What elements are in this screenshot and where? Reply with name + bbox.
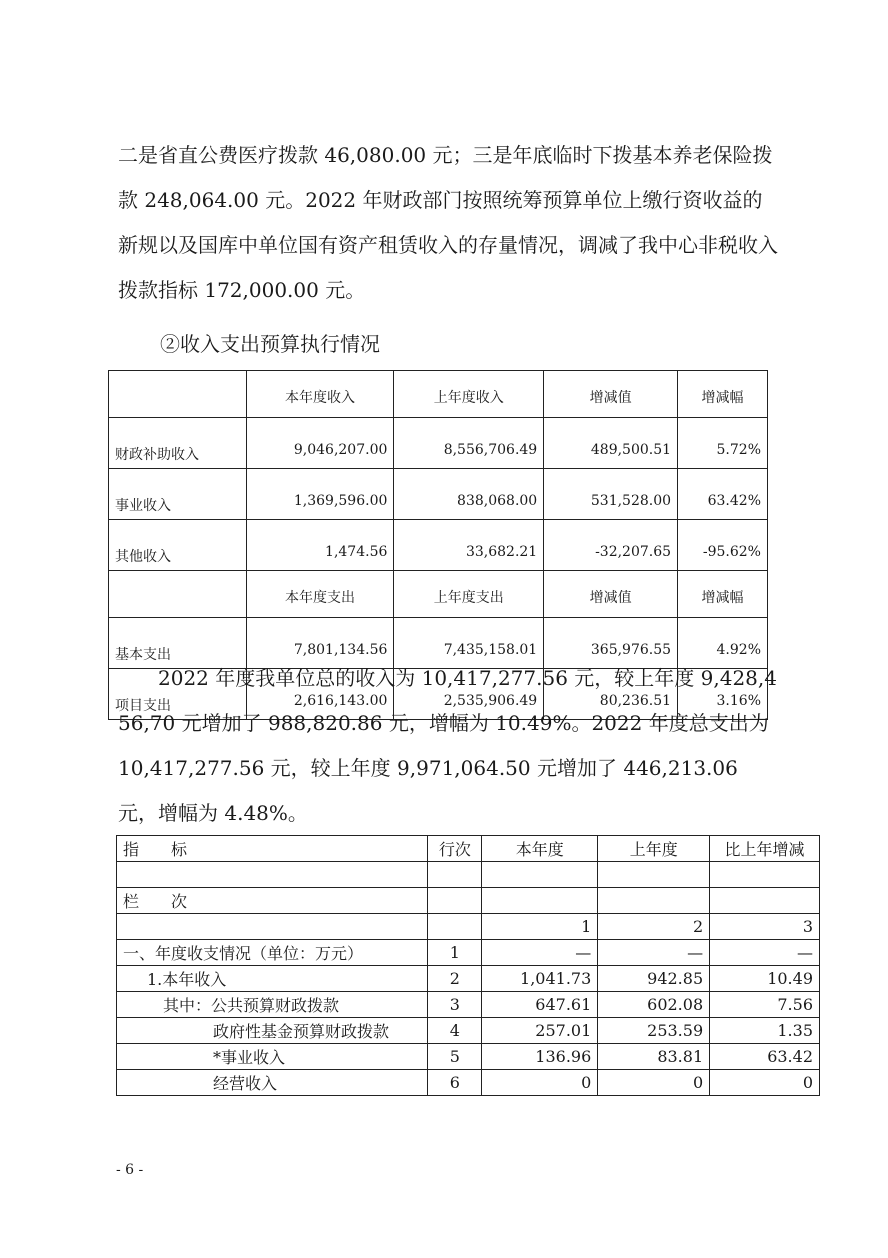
table-row: 一、年度收支情况（单位：万元） 1 — — — <box>117 940 820 966</box>
row-label: 财政补助收入 <box>109 418 247 469</box>
row-label: 其他收入 <box>109 520 247 571</box>
page-number: - 6 - <box>116 1162 144 1178</box>
table-row: 财政补助收入 9,046,207.00 8,556,706.49 489,500.51 5.72% <box>109 418 768 469</box>
row-label: 项目支出 <box>109 669 247 720</box>
table-row: 项目支出 2,616,143.00 2,535,906.49 80,236.51 3.16% <box>109 669 768 720</box>
row-label: 1.本年收入 <box>117 966 428 992</box>
paragraph-intro: 二是省直公费医疗拨款 46,080.00 元；三是年底临时下拨基本养老保险拨款 248,064.00 元。2022 年财政部门按照统筹预算单位上缴行资收益的新规以及国库中单位国有资产租赁收入的存量情况，调减了我中心非税收入拨款指标 172,000.00 元。 <box>118 143 778 302</box>
header-cell: 上年度支出 <box>394 571 544 618</box>
row-label: 事业收入 <box>109 469 247 520</box>
section-heading: ②收入支出预算执行情况 <box>160 332 380 356</box>
header-cell: 行次 <box>428 836 482 862</box>
header-cell: 上年度收入 <box>394 371 544 418</box>
column-number-row: 1 2 3 <box>117 914 820 940</box>
lanci-label: 栏 次 <box>117 888 428 914</box>
table-row: 事业收入 1,369,596.00 838,068.00 531,528.00 63.42% <box>109 469 768 520</box>
row-label: 一、年度收支情况（单位：万元） <box>117 940 428 966</box>
table-row: 1.本年收入 2 1,041.73 942.85 10.49 <box>117 966 820 992</box>
paragraph-summary: 2022 年度我单位总的收入为 10,417,277.56 元，较上年度 9,428,456,70 元增加了 988,820.86 元，增幅为 10.49%。2022 年度总支出为 10,417,277.56 元，较上年度 9,971,064.50 元增加了 446,213.06 元，增幅为 4.48%。 <box>118 666 777 825</box>
table-row: 其中：公共预算财政拨款 3 647.61 602.08 7.56 <box>117 992 820 1018</box>
table-row: 基本支出 7,801,134.56 7,435,158.01 365,976.55 4.92% <box>109 618 768 669</box>
header-cell: 上年度 <box>598 836 710 862</box>
header-cell: 指 标 <box>117 836 428 862</box>
table-header-row <box>117 836 820 862</box>
row-label: 基本支出 <box>109 618 247 669</box>
blank-row <box>117 862 820 888</box>
row-label: 政府性基金预算财政拨款 <box>117 1018 428 1044</box>
header-cell: 本年度支出 <box>246 571 394 618</box>
table-row: *事业收入 5 136.96 83.81 63.42 <box>117 1044 820 1070</box>
table-header-row <box>109 371 768 418</box>
header-cell: 增减幅 <box>678 371 768 418</box>
table-row: 其他收入 1,474.56 33,682.21 -32,207.65 -95.62% <box>109 520 768 571</box>
table-header-row <box>109 571 768 618</box>
table-row: 经营收入 6 0 0 0 <box>117 1070 820 1096</box>
header-cell: 增减值 <box>544 571 678 618</box>
header-cell: 本年度收入 <box>246 371 394 418</box>
table-row: 政府性基金预算财政拨款 4 257.01 253.59 1.35 <box>117 1018 820 1044</box>
row-label: *事业收入 <box>117 1044 428 1070</box>
header-cell: 增减幅 <box>678 571 768 618</box>
row-label: 其中：公共预算财政拨款 <box>117 992 428 1018</box>
annual-summary-table <box>116 835 820 1096</box>
header-cell: 比上年增减 <box>710 836 820 862</box>
lanci-row <box>117 888 820 914</box>
header-cell: 增减值 <box>544 371 678 418</box>
row-label: 经营收入 <box>117 1070 428 1096</box>
header-cell: 本年度 <box>482 836 598 862</box>
